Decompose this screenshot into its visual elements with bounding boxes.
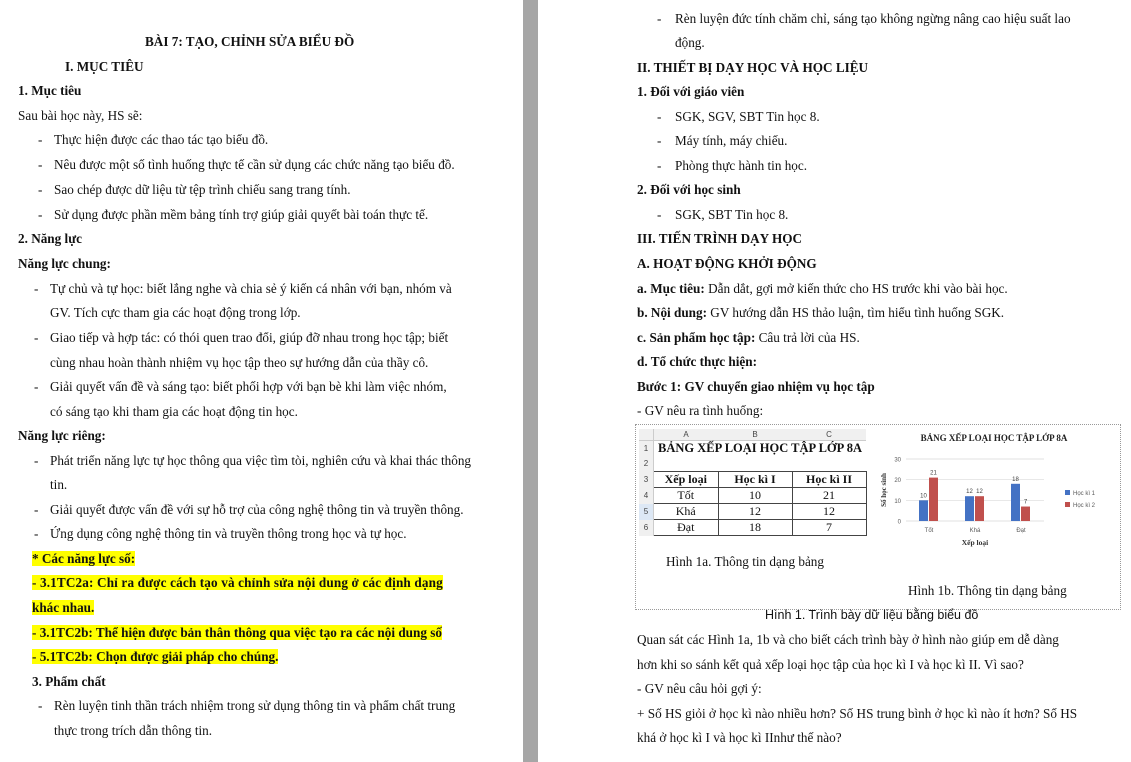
bullet-dash: - (34, 330, 39, 345)
row-number: 6 (639, 520, 654, 536)
figure-1a-caption: Hình 1a. Thông tin dạng bảng (666, 554, 824, 569)
gv-situation: - GV nêu ra tình huống: (637, 403, 764, 418)
hint-question: + Số HS giỏi ở học kì nào nhiều hơn? Số HS trung bình ở học kì nào ít hơn? Số HS (637, 706, 1078, 721)
row-number: 2 (639, 456, 654, 472)
bar (965, 496, 974, 521)
general-ability-heading: Năng lực chung: (18, 256, 111, 271)
legend-swatch (1065, 502, 1070, 507)
bullet-dash: - (38, 132, 43, 147)
product-text: Câu trả lời của HS. (755, 330, 860, 345)
ability-heading: 2. Năng lực (18, 231, 82, 246)
bullet-dash: - (34, 526, 39, 541)
observe-question: Quan sát các Hình 1a, 1b và cho biết cách trình bày ở hình nào giúp em dễ dàng (637, 632, 1059, 647)
bullet-dash: - (657, 158, 662, 173)
bullet-dash: - (38, 698, 43, 713)
bullet-dash: - (38, 207, 43, 222)
table-header-cell: Học kì II (792, 472, 866, 488)
data-label: 12 (976, 489, 983, 496)
bullet-dash: - (38, 157, 43, 172)
bar (929, 478, 938, 521)
content-text: GV hướng dẫn HS thảo luận, tìm hiểu tình huống SGK. (707, 305, 1005, 320)
x-tick-label: Khá (969, 528, 981, 534)
table-cell: 21 (792, 488, 866, 504)
figure-1-caption: Hình 1. Trình bày dữ liệu bằng biểu đồ (765, 608, 979, 622)
bullet-dash: - (657, 11, 662, 26)
legend-label: Học kì 2 (1073, 503, 1096, 509)
section-heading-objectives: I. MỤC TIÊU (65, 59, 144, 74)
organize-label: d. Tổ chức thực hiện: (637, 354, 757, 369)
bar (975, 496, 984, 521)
objectives-intro: Sau bài học này, HS sẽ: (18, 108, 143, 123)
spreadsheet-image (639, 429, 867, 559)
data-label: 10 (920, 493, 927, 500)
specific-ability-heading: Năng lực riêng: (18, 428, 106, 443)
specific-ability-line: Phát triển năng lực tự học thông qua việc tìm tòi, nghiên cứu và khai thác thông (50, 453, 472, 468)
section-heading-equipment: II. THIẾT BỊ DẠY HỌC VÀ HỌC LIỆU (637, 60, 869, 75)
bar (919, 500, 928, 521)
teacher-heading: 1. Đối với giáo viên (637, 84, 745, 99)
bullet-dash: - (34, 453, 39, 468)
column-header: C (792, 429, 866, 441)
legend-swatch (1065, 490, 1070, 495)
bullet-dash: - (38, 182, 43, 197)
digital-ability-item: - 3.1TC2b: Thể hiện được bản thân thông qua việc tạo ra các nội dung số (32, 625, 442, 640)
lesson-title: BÀI 7: TẠO, CHỈNH SỬA BIỂU ĐỒ (145, 34, 355, 49)
quality-line: Rèn luyện tinh thần trách nhiệm trong sử dụng thông tin và phẩm chất trung (54, 698, 456, 713)
quality-line: động. (675, 35, 705, 50)
table-cell: 7 (792, 520, 866, 536)
quality-line: thực trong trích dẫn thông tin. (54, 723, 213, 738)
objectives-heading: 1. Mục tiêu (18, 83, 82, 98)
section-heading-process: III. TIẾN TRÌNH DẠY HỌC (637, 231, 803, 246)
column-header: B (718, 429, 792, 441)
teacher-item: Phòng thực hành tin học. (675, 158, 808, 173)
legend-label: Học kì 1 (1073, 491, 1096, 497)
digital-ability-item: khác nhau. (32, 600, 95, 615)
quality-line: Rèn luyện đức tính chăm chỉ, sáng tạo không ngừng nâng cao hiệu suất lao (675, 11, 1071, 26)
table-cell: 18 (718, 520, 792, 536)
general-ability-line: cùng nhau hoàn thành nhiệm vụ học tập theo sự hướng dẫn của thầy cô. (50, 355, 429, 370)
digital-ability-item: - 5.1TC2b: Chọn được giải pháp cho chúng. (32, 649, 279, 664)
y-tick-label: 20 (894, 478, 901, 485)
hint-question: khá ở học kì I và học kì IInhư thế nào? (637, 730, 842, 745)
bullet-dash: - (34, 502, 39, 517)
right-page (538, 0, 1131, 762)
figure-1b-caption: Hình 1b. Thông tin dạng bảng (908, 583, 1067, 598)
bullet-dash: - (34, 379, 39, 394)
spreadsheet-table (639, 429, 867, 536)
digital-ability-heading: * Các năng lực số: (32, 551, 136, 566)
general-ability-line: có sáng tạo khi tham gia các hoạt động tin học. (50, 404, 298, 419)
bar (1021, 507, 1030, 521)
table-cell: 12 (718, 504, 792, 520)
bullet-dash: - (657, 109, 662, 124)
general-ability-line: Tự chủ và tự học: biết lắng nghe và chia sẻ ý kiến cá nhân với bạn, nhóm và (50, 281, 452, 296)
digital-ability-item: - 3.1TC2a: Chỉ ra được cách tạo và chỉnh sửa nội dung ở các định dạng (32, 575, 443, 590)
table-cell: 12 (792, 504, 866, 520)
specific-ability-line: Giải quyết được vấn đề với sự hỗ trợ của công nghệ thông tin và truyền thông. (50, 502, 464, 517)
table-cell: Khá (654, 504, 719, 520)
product-label: c. Sản phẩm học tập: (637, 330, 756, 345)
row-number: 3 (639, 472, 654, 488)
table-cell: Tốt (654, 488, 719, 504)
data-label: 7 (1023, 499, 1028, 506)
chart-title: BẢNG XẾP LOẠI HỌC TẬP LỚP 8A (920, 433, 1068, 443)
table-cell: Đạt (654, 520, 719, 536)
row-number: 1 (639, 441, 654, 457)
objective-item: Nêu được một số tình huống thực tế cần sử dụng các chức năng tạo biểu đồ. (54, 157, 455, 172)
row-number: 4 (639, 488, 654, 504)
corner-cell (639, 429, 654, 441)
goal-text: Dẫn dắt, gợi mở kiến thức cho HS trước khi vào bài học. (704, 281, 1008, 296)
teacher-item: SGK, SGV, SBT Tin học 8. (675, 109, 820, 124)
bullet-dash: - (34, 281, 39, 296)
column-header: A (654, 429, 719, 441)
content-label: b. Nội dung: (637, 305, 707, 320)
y-tick-label: 30 (894, 457, 901, 464)
hint-intro: - GV nêu câu hỏi gợi ý: (637, 681, 762, 696)
table-header-cell: Xếp loại (654, 472, 719, 488)
objective-item: Sử dụng được phần mềm bảng tính trợ giúp giải quyết bài toán thực tế. (54, 207, 429, 222)
data-label: 12 (966, 489, 973, 496)
specific-ability-line: Ứng dụng công nghệ thông tin và truyền thông trong học và tự học. (50, 526, 407, 541)
left-page (0, 0, 523, 762)
general-ability-line: GV. Tích cực tham gia các hoạt động trong lớp. (50, 305, 301, 320)
general-ability-line: Giải quyết vấn đề và sáng tạo: biết phối hợp với bạn bè khi làm việc nhóm, (50, 379, 447, 394)
data-label: 21 (930, 470, 937, 477)
goal-label: a. Mục tiêu: (637, 281, 705, 296)
bullet-dash: - (657, 207, 662, 222)
observe-question: hơn khi so sánh kết quả xếp loại học tập của học kì I và học kì II. Vì sao? (637, 657, 1024, 672)
section-heading-activity-a: A. HOẠT ĐỘNG KHỞI ĐỘNG (637, 256, 817, 271)
bar (1011, 484, 1020, 521)
y-axis-label: Số học sinh (880, 473, 888, 507)
specific-ability-line: tin. (50, 477, 68, 492)
objective-item: Thực hiện được các thao tác tạo biểu đồ. (54, 132, 269, 147)
data-label: 18 (1012, 476, 1019, 483)
objective-item: Sao chép được dữ liệu từ tệp trình chiếu sang trang tính. (54, 182, 351, 197)
table-header-cell: Học kì I (718, 472, 792, 488)
x-tick-label: Tốt (924, 528, 934, 534)
table-cell: 10 (718, 488, 792, 504)
figure-1 (635, 424, 1121, 610)
row-number: 5 (639, 504, 654, 520)
quality-heading: 3. Phẩm chất (32, 674, 106, 689)
general-ability-line: Giao tiếp và hợp tác: có thói quen trao đổi, giúp đỡ nhau trong học tập; biết (50, 330, 449, 345)
bullet-dash: - (657, 133, 662, 148)
y-tick-label: 10 (894, 498, 901, 505)
student-heading: 2. Đối với học sinh (637, 182, 741, 197)
y-tick-label: 0 (897, 519, 901, 526)
teacher-item: Máy tính, máy chiếu. (675, 133, 788, 148)
chart-svg (872, 429, 1116, 569)
bar-chart (872, 429, 1116, 569)
sheet-title: BẢNG XẾP LOẠI HỌC TẬP LỚP 8A (658, 441, 862, 455)
student-item: SGK, SBT Tin học 8. (675, 207, 789, 222)
step-1-heading: Bước 1: GV chuyển giao nhiệm vụ học tập (637, 379, 875, 394)
x-tick-label: Đạt (1016, 528, 1026, 534)
x-axis-label: Xếp loại (961, 538, 989, 547)
